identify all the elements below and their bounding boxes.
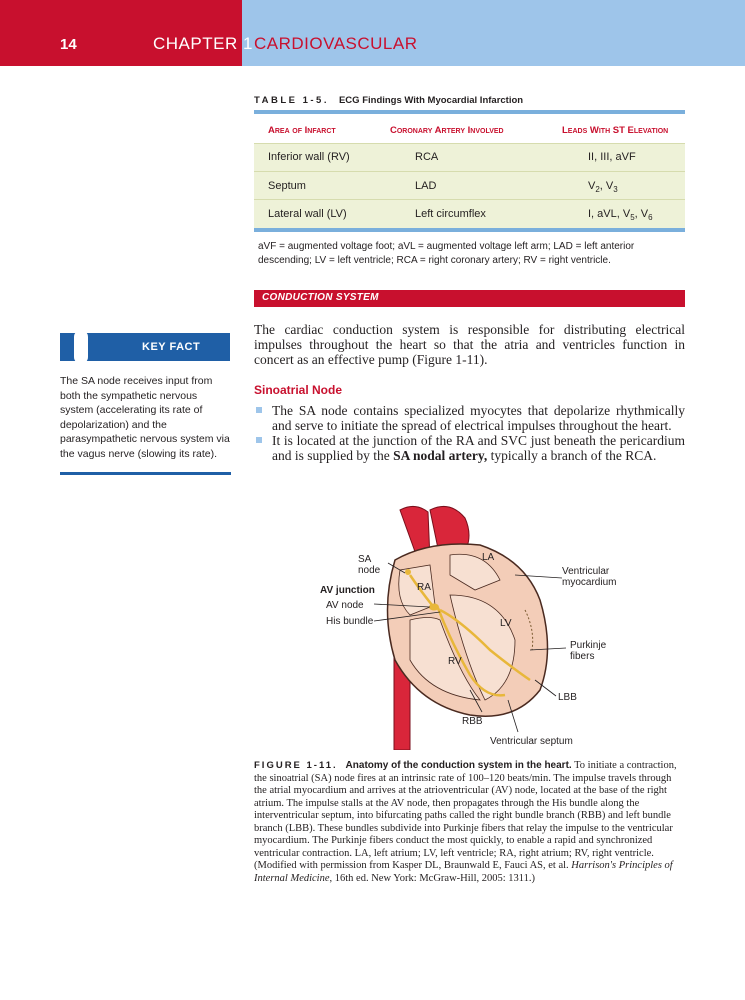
- label-lv: LV: [500, 618, 512, 629]
- cell-artery: Left circumflex: [415, 208, 486, 220]
- label-node: node: [358, 565, 381, 576]
- key-fact-title: KEY FACT: [142, 341, 201, 353]
- label-purkinje: Purkinje: [570, 640, 607, 651]
- bullet-item: It is located at the junction of the RA and SVC just beneath the pericardium and is supplied by the SA nodal artery, typically a branch of the RCA.: [272, 433, 685, 463]
- column-header-area: Area of Infarct: [268, 125, 336, 136]
- cell-leads: I, aVL, $V_5$, $V_6$: [588, 208, 653, 223]
- table-row: [254, 171, 685, 200]
- label-sa: SA: [358, 554, 372, 565]
- label-rbb: RBB: [462, 716, 483, 727]
- section-title: CONDUCTION SYSTEM: [262, 292, 379, 303]
- label-ventricular-septum: Ventricular septum: [490, 736, 573, 747]
- bullet-marker: [256, 407, 262, 413]
- cell-area: Inferior wall (RV): [268, 151, 350, 163]
- key-fact-notch: [74, 330, 88, 364]
- figure-title: Anatomy of the conduction system in the heart.: [345, 760, 572, 771]
- header-red-band: [0, 0, 242, 66]
- label-rv: RV: [448, 656, 462, 667]
- table-footnote: aVF = augmented voltage foot; aVL = augmented voltage left arm; LAD = left anterior descending; LV = left ventricle; RCA = right coronary artery; RV = right ventricle.: [258, 241, 635, 266]
- table-header-row: [254, 114, 685, 144]
- key-fact-text: The SA node receives input from both the sympathetic nervous system (accelerating its rate of depolarization) and the parasympathetic nervous system via the vagus nerve (slowing its rate).: [60, 375, 230, 460]
- cell-area: Septum: [268, 180, 306, 192]
- chapter-label: CHAPTER 1: [153, 34, 253, 53]
- label-ventricular: Ventricular: [562, 566, 610, 577]
- bullet-item: The SA node contains specialized myocytes that depolarize rhythmically and serve to initiate the spread of electrical impulses throughout the heart.: [272, 403, 685, 433]
- cell-leads: II, III, aVF: [588, 151, 636, 163]
- section-heading-bar: [254, 290, 685, 307]
- label-his-bundle: His bundle: [326, 616, 374, 627]
- figure-caption: FIGURE 1-11. Anatomy of the conduction system in the heart. To initiate a contraction, the sinoatrial (SA) node fires at an intrinsic rate of 100–120 beats/min. The impulse travels through the atrial myocardium and arrives at the atrioventricular (AV) node, located at the base of the right atrium. The impulse stalls at the AV node, then propagates through the His bundle along the interventricular septum, into bifurcating paths called the right bundle branch (RBB) and left bundle branch (LBB). These bundles subdivide into Purkinje fibers that relay the impulse to the ventricular myocardium. The Purkinje fibers conduct the most quickly, to enable a rapid and synchronized ventricular contraction. LA, left atrium; LV, left ventricle; RA, right atrium; RV, right ventricle. (Modified with permission from Kasper DL, Braunwald E, Fauci AS, et al. Harrison's Principles of Internal Medicine, 16th ed. New York: McGraw-Hill, 2005: 1311.): [254, 760, 677, 884]
- column-header-artery: Coronary Artery Involved: [390, 125, 504, 136]
- cell-artery: RCA: [415, 151, 439, 163]
- label-lbb: LBB: [558, 692, 577, 703]
- subsection-title: Sinoatrial Node: [254, 383, 343, 397]
- key-fact-rule: [60, 472, 231, 475]
- table-caption: [254, 95, 523, 106]
- header-blue-band: [242, 0, 745, 66]
- label-ra: RA: [417, 582, 431, 593]
- table-row: [254, 199, 685, 229]
- intro-paragraph: The cardiac conduction system is responsible for distributing electrical impulses throughout the heart so that the atria and ventricles function in concert as an effective pump (Figure 1-11).: [254, 322, 685, 367]
- column-header-leads: Leads With ST Elevation: [562, 125, 669, 136]
- label-myocardium: myocardium: [562, 577, 617, 588]
- cell-leads: $V_2$, $V_3$: [588, 180, 618, 195]
- table-row: [254, 143, 685, 172]
- figure-label: FIGURE 1-11.: [254, 760, 338, 771]
- label-la: LA: [482, 552, 495, 563]
- heart-conduction-figure: [300, 500, 630, 750]
- table-label: TABLE 1-5.: [254, 95, 329, 106]
- label-av-node: AV node: [326, 600, 364, 611]
- table-title: ECG Findings With Myocardial Infarction: [338, 95, 524, 106]
- page-number: 14: [60, 36, 77, 53]
- label-fibers: fibers: [570, 651, 595, 662]
- table-bottom-rule: [254, 228, 685, 232]
- label-av-junction: AV junction: [320, 585, 375, 596]
- bullet-marker: [256, 437, 262, 443]
- chapter-title: CARDIOVASCULAR: [254, 34, 418, 53]
- cell-area: Lateral wall (LV): [268, 208, 347, 220]
- cell-artery: LAD: [415, 180, 437, 192]
